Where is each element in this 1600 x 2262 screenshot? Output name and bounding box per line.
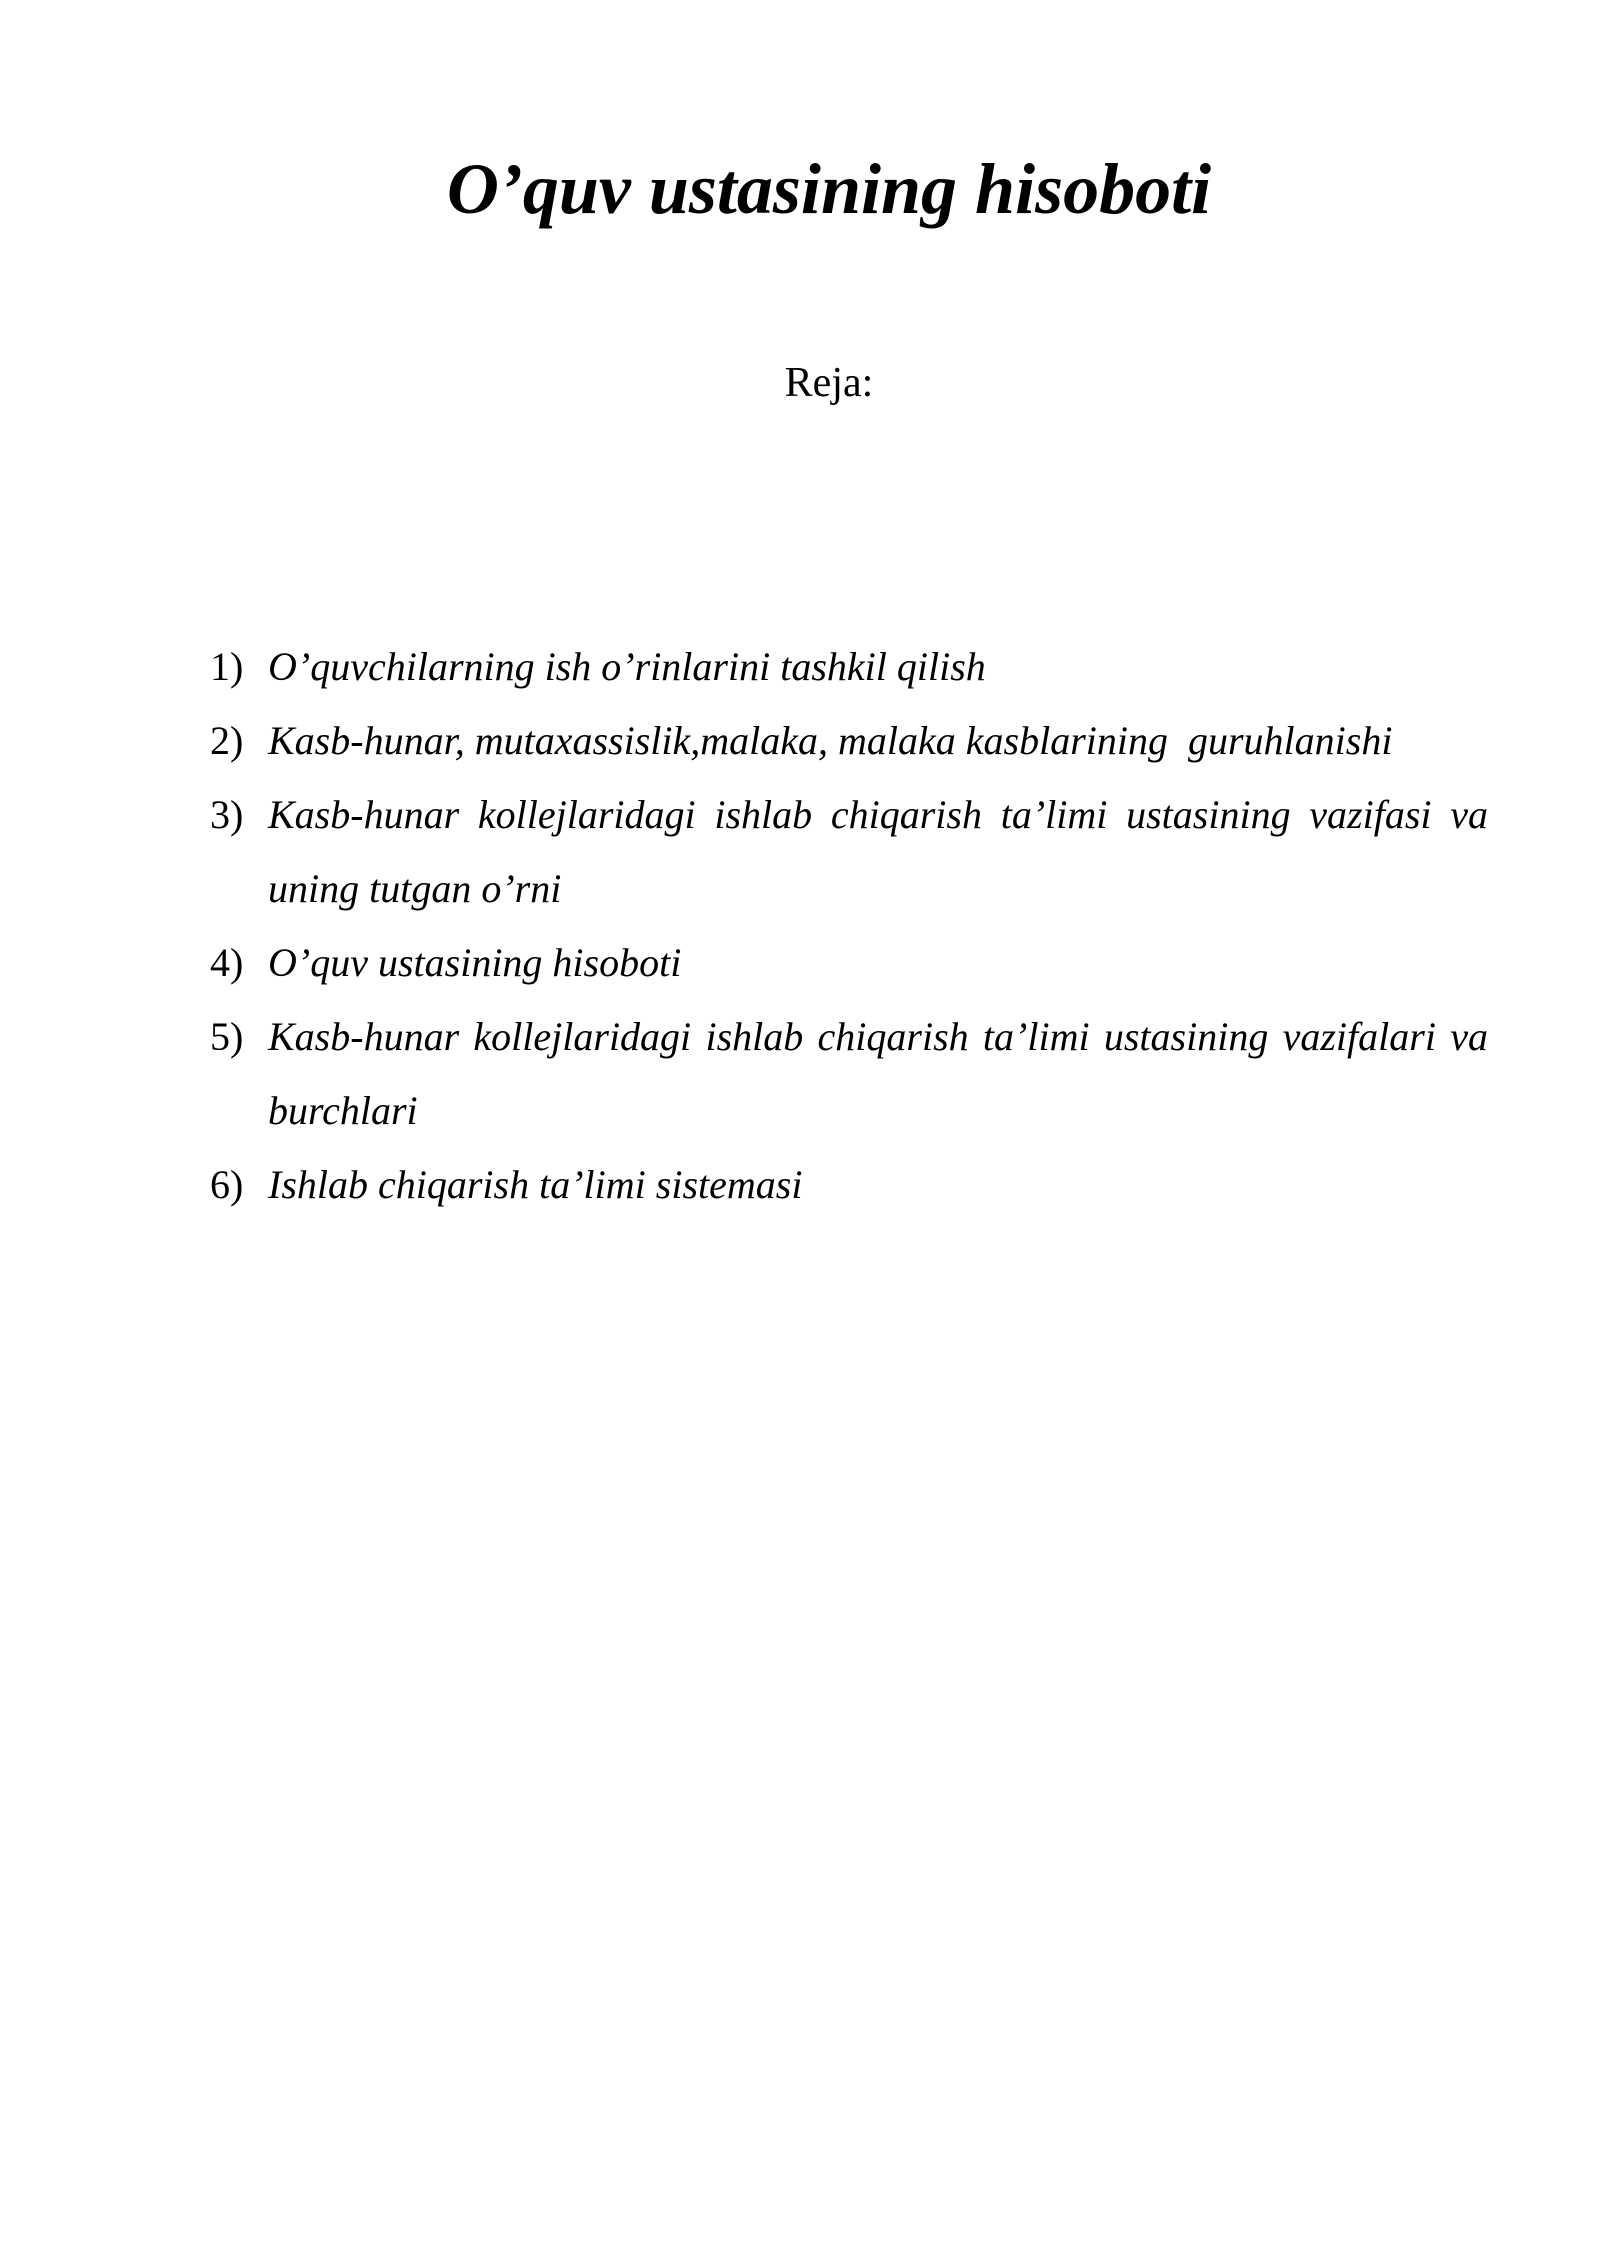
plan-item-number: 6) <box>210 1162 244 1207</box>
plan-item-text: Kasb-hunar kollejlaridagi ishlab chiqarish ta’limi ustasining vazifalari va burchlari <box>268 1014 1488 1133</box>
plan-item-text: Kasb-hunar, mutaxassislik,malaka, malaka kasblarining guruhlanishi <box>268 718 1393 763</box>
plan-item-number: 4) <box>210 940 244 985</box>
plan-item-text: Kasb-hunar kollejlaridagi ishlab chiqarish ta’limi ustasining vazifasi va uning tutgan o’rni <box>268 792 1488 911</box>
plan-heading: Reja: <box>784 360 874 406</box>
plan-item-number: 3) <box>210 792 244 837</box>
plan-list <box>210 630 1488 1222</box>
plan-item-text: O’quvchilarning ish o’rinlarini tashkil qilish <box>268 644 986 689</box>
document-title: O’quv ustasining hisoboti <box>446 149 1212 229</box>
plan-item-6 <box>210 1148 1488 1222</box>
plan-item-number: 1) <box>210 644 244 689</box>
plan-item-text: O’quv ustasining hisoboti <box>268 940 682 985</box>
plan-item-number: 2) <box>210 718 244 763</box>
plan-item-text: Ishlab chiqarish ta’limi sistemasi <box>268 1162 803 1207</box>
plan-item-5 <box>210 1000 1488 1148</box>
plan-item-1 <box>210 630 1488 704</box>
plan-item-number: 5) <box>210 1014 244 1059</box>
plan-item-3 <box>210 778 1488 926</box>
plan-item-2 <box>210 704 1488 778</box>
plan-item-4 <box>210 926 1488 1000</box>
